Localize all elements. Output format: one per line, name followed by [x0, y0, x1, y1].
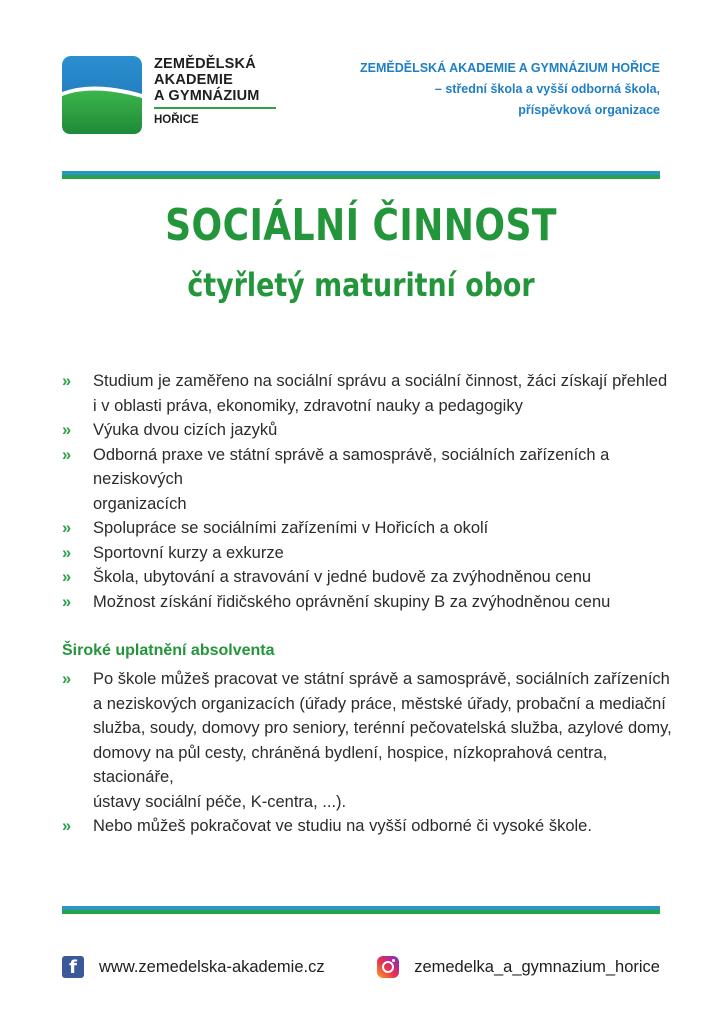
page-subtitle: čtyřletý maturitní obor: [187, 266, 535, 304]
feature-item: [62, 565, 672, 590]
website-link[interactable]: [62, 956, 325, 978]
feature-item-line: Škola, ubytování a stravování v jedné budově za zvýhodněnou cenu: [93, 568, 592, 586]
page-title: SOCIÁLNÍ ČINNOST: [165, 200, 557, 251]
feature-item-line: Možnost získání řidičského oprávnění skupiny B za zvýhodněnou cenu: [93, 592, 611, 611]
bullet-icon: »: [62, 592, 72, 611]
feature-item-line: Výuka dvou cizích jazyků: [93, 421, 278, 439]
logo-emblem-icon: [62, 56, 142, 134]
career-item: [62, 814, 672, 839]
features-list: [62, 369, 672, 614]
feature-item-line: organizacích: [93, 494, 187, 513]
career-item-line: služba, soudy, domovy pro seniory, terénní pečovatelská služba, azylové domy,: [93, 719, 672, 737]
facebook-icon[interactable]: f: [62, 956, 84, 978]
feature-item: [62, 443, 672, 517]
bullet-icon: »: [62, 670, 72, 688]
bullet-icon: »: [62, 543, 72, 562]
website-url[interactable]: www.zemedelska-akademie.cz: [99, 957, 325, 976]
feature-item: [62, 516, 672, 541]
organization-name: [360, 58, 660, 121]
bullet-icon: »: [62, 372, 72, 390]
org-line-2: – střední škola a vyšší odborná škola,: [434, 82, 660, 96]
instagram-handle[interactable]: zemedelka_a_gymnazium_horice: [414, 957, 660, 976]
feature-item: [62, 369, 672, 418]
feature-item: [62, 590, 672, 615]
feature-item: [62, 541, 672, 566]
header-divider-band: [62, 171, 660, 179]
bullet-icon: »: [62, 445, 72, 464]
logo-town: HOŘICE: [154, 114, 199, 126]
feature-item-line: Studium je zaměřeno na sociální správu a sociální činnost, žáci získají přehled: [93, 372, 668, 390]
feature-item-line: Sportovní kurzy a exkurze: [93, 543, 284, 562]
footer-divider-band: [62, 906, 660, 914]
career-item-line: Nebo můžeš pokračovat ve studiu na vyšší odborné či vysoké škole.: [93, 817, 592, 835]
careers-heading: Široké uplatnění absolventa: [62, 642, 275, 659]
feature-item: [62, 418, 672, 443]
career-item: [62, 667, 672, 814]
feature-item-line: Odborná praxe ve státní správě a samosprávě, sociálních zařízeních a neziskových: [93, 445, 610, 488]
instagram-link[interactable]: [377, 956, 660, 978]
career-item-line: ústavy sociální péče, K-centra, ...).: [93, 792, 347, 811]
bullet-icon: »: [62, 817, 72, 835]
career-item-line: Po škole můžeš pracovat ve státní správě a samosprávě, sociálních zařízeních: [93, 670, 670, 688]
logo-divider: [154, 107, 276, 109]
feature-item-line: Spolupráce se sociálními zařízeními v Hořicích a okolí: [93, 519, 489, 537]
careers-list: [62, 667, 672, 839]
logo-text-line-2: AKADEMIE: [154, 72, 233, 88]
career-item-line: a neziskových organizacích (úřady práce, městské úřady, probační a mediační: [93, 694, 666, 713]
feature-item-line: i v oblasti práva, ekonomiky, zdravotní nauky a pedagogiky: [93, 396, 523, 415]
org-line-3: příspěvková organizace: [518, 103, 660, 117]
bullet-icon: »: [62, 421, 72, 439]
instagram-icon[interactable]: [377, 956, 399, 978]
org-line-1: ZEMĚDĚLSKÁ AKADEMIE A GYMNÁZIUM HOŘICE: [360, 61, 660, 75]
school-logo: [62, 56, 282, 138]
bullet-icon: »: [62, 568, 72, 586]
bullet-icon: »: [62, 519, 72, 537]
logo-text-line-3: A GYMNÁZIUM: [154, 88, 260, 104]
logo-text-line-1: ZEMĚDĚLSKÁ: [154, 56, 256, 72]
career-item-line: domovy na půl cesty, chráněná bydlení, hospice, nízkoprahová centra, stacionáře,: [93, 743, 608, 786]
